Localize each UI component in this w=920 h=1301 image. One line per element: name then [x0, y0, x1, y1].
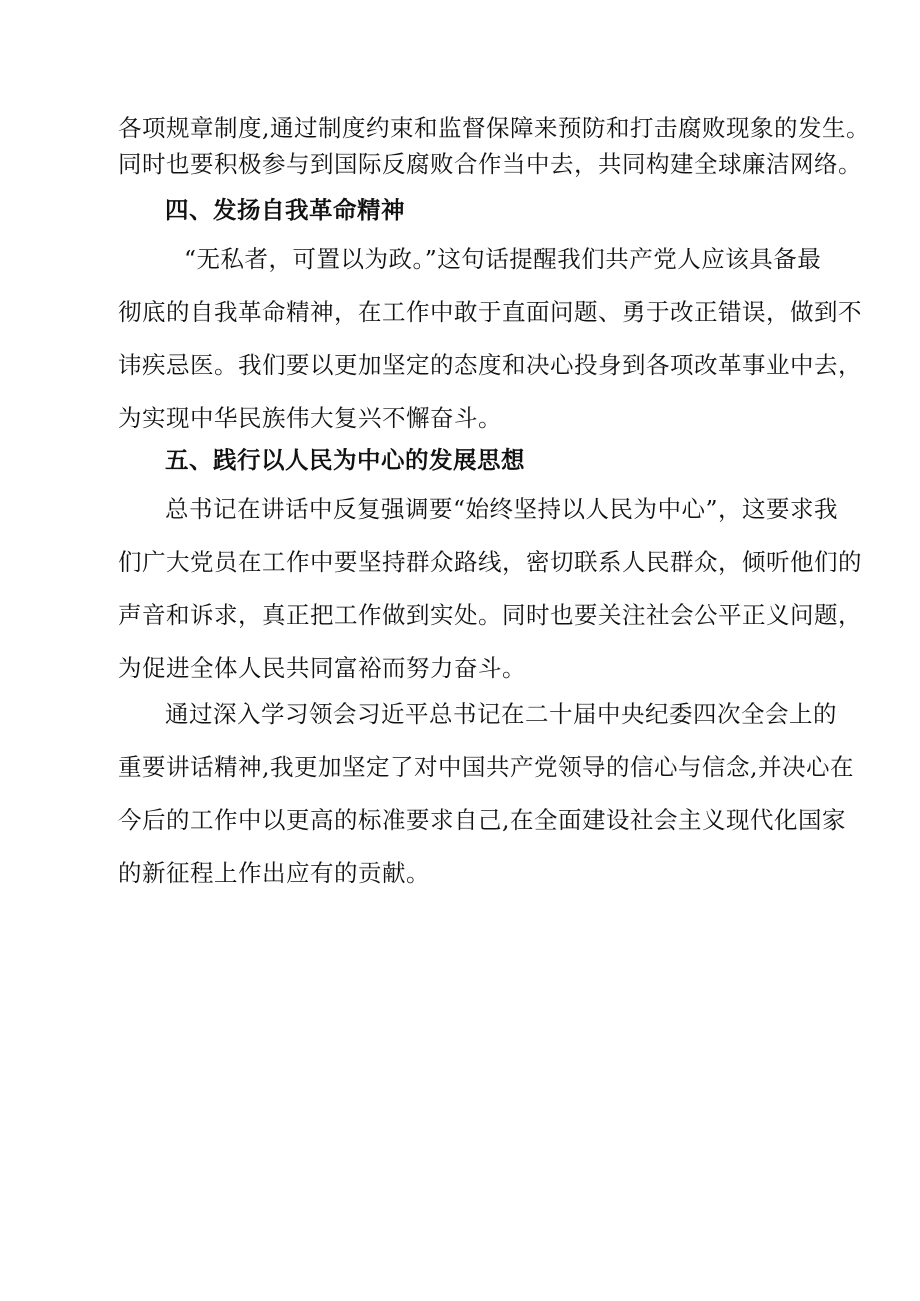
paragraph-line: 同时也要积极参与到国际反腐败合作当中去，共同构建全球廉洁网络。 [118, 150, 862, 178]
paragraph-line: 讳疾忌医。我们要以更加坚定的态度和决心投身到各项改革事业中去， [118, 351, 862, 379]
top-paragraph [118, 110, 870, 182]
paragraph-line: 各项规章制度,通过制度约束和监督保障来预防和打击腐败现象的发生。 [118, 114, 870, 142]
paragraph-line: 总书记在讲话中反复强调要“始终坚持以人民为中心”，这要求我 [165, 495, 839, 523]
section-4-heading: 四、发扬自我革命精神 [165, 196, 405, 224]
paragraph-line: 今后的工作中以更高的标准要求自己,在全面建设社会主义现代化国家 [118, 806, 846, 834]
paragraph-line: 的新征程上作出应有的贡献。 [118, 859, 430, 887]
paragraph-line: 重要讲话精神,我更加坚定了对中国共产党领导的信心与信念,并决心在 [118, 753, 854, 781]
paragraph-line: 彻底的自我革命精神，在工作中敢于直面问题、勇于改正错误，做到不 [118, 298, 862, 326]
section-4-paragraph [118, 233, 862, 445]
paragraph-line: 声音和诉求，真正把工作做到实处。同时也要关注社会公平正义问题， [118, 601, 862, 629]
section-5-paragraph [118, 483, 862, 695]
paragraph-line: 为实现中华民族伟大复兴不懈奋斗。 [118, 404, 502, 432]
paragraph-line: 通过深入学习领会习近平总书记在二十届中央纪委四次全会上的 [165, 700, 837, 728]
section-5-heading: 五、践行以人民为中心的发展思想 [165, 446, 525, 474]
paragraph-line: 们广大党员在工作中要坚持群众路线，密切联系人民群众，倾听他们的 [118, 548, 862, 576]
paragraph-line: “无私者，可置以为政。”这句话提醒我们共产党人应该具备最 [184, 245, 822, 273]
conclusion-paragraph [118, 688, 854, 900]
paragraph-line: 为促进全体人民共同富裕而努力奋斗。 [118, 654, 526, 682]
